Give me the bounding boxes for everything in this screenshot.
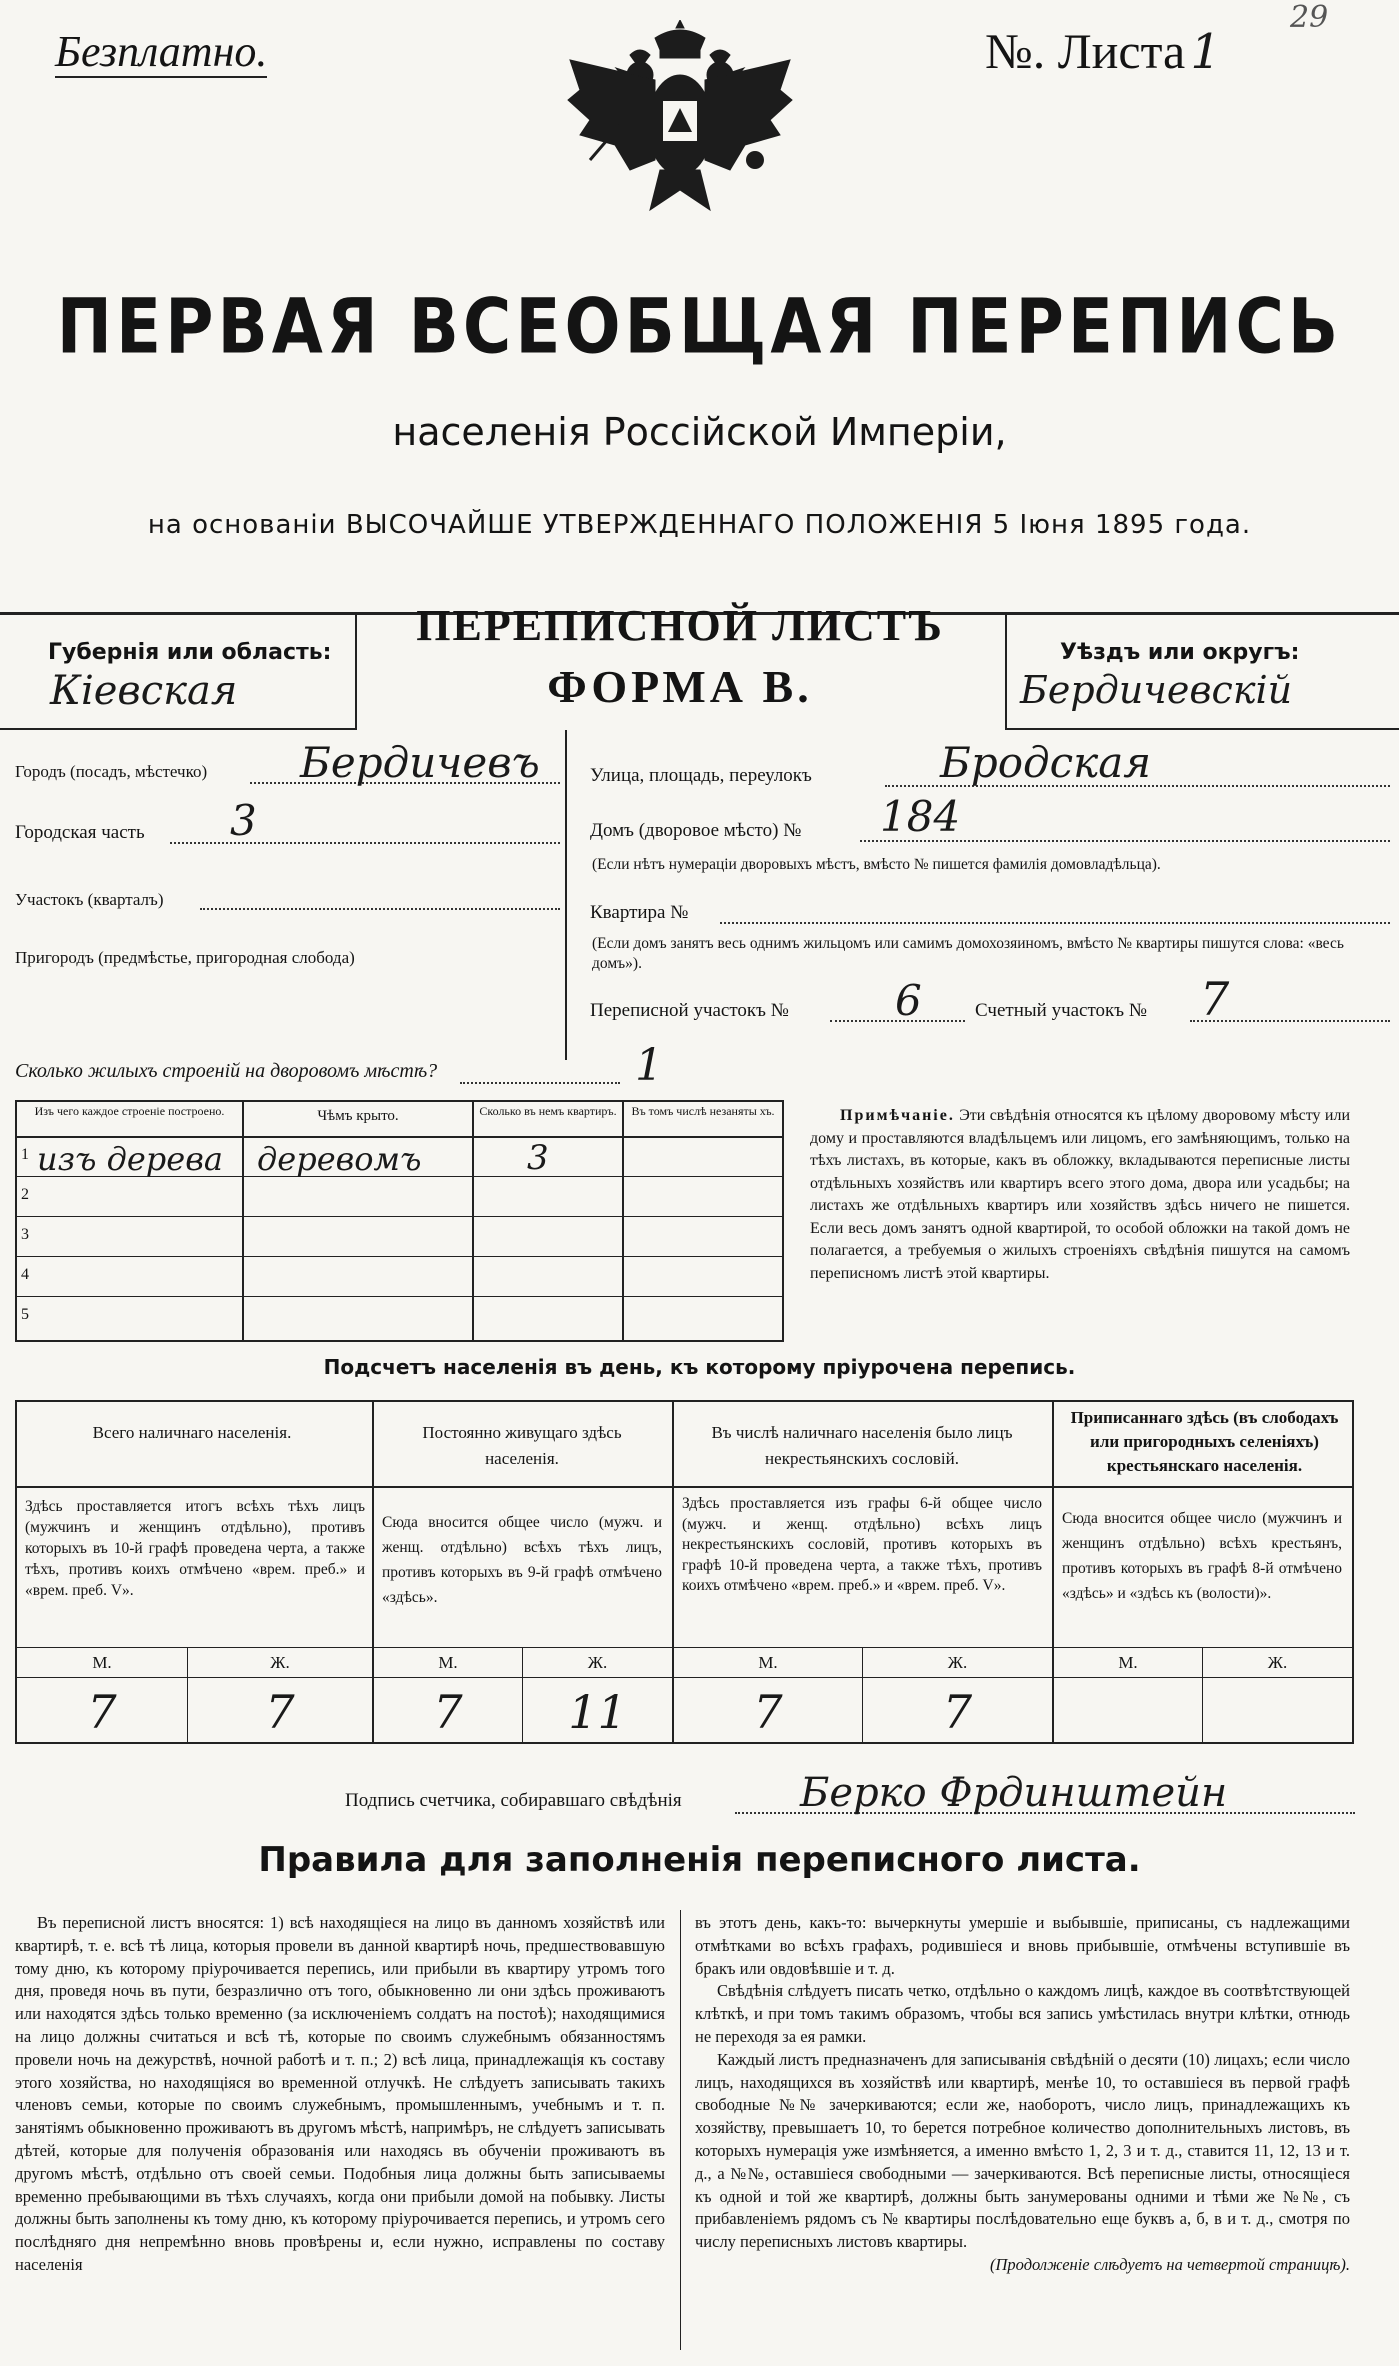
population-header-nonpeasant: Въ числѣ наличнаго населенія было лицъ некрестьянскихъ сословій. xyxy=(711,1423,1013,1468)
f-label: Ж. xyxy=(587,1653,608,1672)
population-title: Подсчетъ населенія въ день, къ которому пріурочена перепись. xyxy=(323,1355,1076,1379)
m-label: М. xyxy=(1118,1653,1138,1672)
population-desc-permanent: Сюда вносится общее число (мужч. и женщ. отдѣльно) всѣхъ тѣхъ лицъ, противъ которыхъ въ 9-й графѣ отмѣчено «здѣсь». xyxy=(382,1514,662,1606)
census-section-value: 6 xyxy=(895,976,922,1025)
buildings-header-vacant: Въ томъ числѣ незаняты хъ. xyxy=(631,1104,775,1118)
sheet-label: №. Листа xyxy=(985,23,1186,79)
note-title: Примѣчаніе. xyxy=(840,1107,955,1124)
population-table xyxy=(15,1400,1354,1744)
form-title: ПЕРЕПИСНОЙ ЛИСТЪ xyxy=(416,601,944,650)
corner-mark: 29 xyxy=(1290,0,1329,35)
rules-right-column xyxy=(695,1912,1350,2276)
buildings-header-apartments: Сколько въ немъ квартиръ. xyxy=(479,1104,617,1118)
sheet-number-block xyxy=(985,22,1221,80)
city-label: Городъ (посадъ, мѣстечко) xyxy=(15,762,208,781)
f-label: Ж. xyxy=(270,1653,290,1672)
district-label: Городская часть xyxy=(15,822,145,843)
total-female-value: 7 xyxy=(265,1685,295,1739)
row-number: 4 xyxy=(21,1266,29,1283)
permanent-female-value: 11 xyxy=(568,1685,627,1739)
nonpeasant-female-value: 7 xyxy=(942,1685,973,1739)
population-header-peasant: Приписаннаго здѣсь (въ слободахъ или пригородныхъ селеніяхъ) крестьянскаго населенія. xyxy=(1070,1408,1339,1475)
row-number: 2 xyxy=(21,1186,29,1203)
population-desc-peasant: Сюда вносится общее число (мужчинъ и женщинъ отдѣльно) всѣхъ крестьянъ, противъ которыхъ въ графѣ 8-й отмѣчено «здѣсь» и «здѣсь къ (волости)». xyxy=(1062,1510,1342,1602)
m-label: М. xyxy=(758,1653,778,1672)
f-label: Ж. xyxy=(947,1653,968,1672)
population-desc-total: Здѣсь проставляется итогъ всѣхъ тѣхъ лицъ (мужчинъ и женщинъ отдѣльно), противъ которыхъ въ 10-й графѣ проведена черта, а также тѣхъ, противъ коихъ отмѣчено «врем. преб.» и «врем. преб. V». xyxy=(25,1498,365,1599)
total-male-value: 7 xyxy=(87,1685,117,1739)
uezd-label: Уѣздъ или округъ: xyxy=(1060,640,1300,665)
form-name: ФОРМА В. xyxy=(547,661,813,712)
guberniya-label: Губернія или область: xyxy=(48,640,332,665)
rules-continued: (Продолженіе слѣдуетъ на четвертой страницѣ). xyxy=(990,2254,1350,2274)
buildings-table xyxy=(15,1100,784,1342)
population-header-total: Всего наличнаго населенія. xyxy=(92,1423,292,1442)
suburb-label: Пригородъ (предмѣстье, пригородная слобода) xyxy=(15,948,355,967)
free-label: Безплатно. xyxy=(55,27,268,76)
rules-title: Правила для заполненія переписного листа. xyxy=(258,1840,1141,1880)
building-roof-value: деревомъ xyxy=(257,1140,422,1178)
nonpeasant-male-value: 7 xyxy=(753,1685,783,1739)
building-apartments-value: 3 xyxy=(527,1138,549,1178)
rules-right-para-2: Свѣдѣнія слѣдуетъ писать четко, отдѣльно о каждомъ лицѣ, каждое въ соотвѣтствующей клѣткѣ, и при томъ такимъ образомъ, чтобы вся запись умѣстилась внутри клѣтки, отнюдь не переходя за ея рамки. xyxy=(695,1981,1350,2046)
buildings-question: Сколько жилыхъ строеній на дворовомъ мѣстѣ? xyxy=(15,1060,438,1082)
street-value: Бродская xyxy=(940,738,1152,787)
building-material-value: изъ дерева xyxy=(37,1140,223,1178)
note-text: Эти свѣдѣнія относятся къ цѣлому дворовому мѣсту или дому и проставляются владѣльцемъ или лицомъ, его замѣняющимъ, только на тѣхъ листахъ, въ которые, какъ въ обложку, вкладываются переписные листы отдѣльныхъ хозяйствъ или квартиръ всего этого дома, двора или усадьбы; на листахъ же отдѣльныхъ квартиръ или хозяйствъ здѣсь ничего не пишется. Если весь домъ занятъ одной квартирой, то особой обложки на такой домъ не полагается, а требуемыя о жилыхъ строеніяхъ свѣдѣнія пишутся на самомъ переписномъ листѣ этой квартиры. xyxy=(810,1107,1350,1282)
m-label: М. xyxy=(438,1653,458,1672)
rules-left-column: Въ переписной листъ вносятся: 1) всѣ находящіеся на лицо въ данномъ хозяйствѣ или квартирѣ, т. е. всѣ тѣ лица, которыя провели въ данной квартирѣ ночь, предшествовавшую тому дню, къ которому пріурочивается перепись, или прибыли въ квартиру утромъ того дня, проведя ночь въ пути, безразлично отъ того, обыкновенно ли они здѣсь проживаютъ или находятся здѣсь только временно (за исключеніемъ солдатъ на постоѣ); находящимися на лицо должны считаться и всѣ тѣ, которые по своимъ служебнымъ обязанностямъ провели ночь на дежурствѣ, ночной работѣ и т. п.; 2) всѣ лица, принадлежащія къ составу этого хозяйства, но находящіяся во временной отлучкѣ. Не слѣдуетъ записывать такихъ членовъ семьи, которые по своимъ служебнымъ, промышленнымъ, учебнымъ и т. п. занятіямъ обыкновенно проживаютъ въ другомъ мѣстѣ, напримѣръ, не слѣдуетъ записывать дѣтей, которые для полученія образованія или находясь въ обученіи проживаютъ въ другомъ мѣстѣ, отдѣльно отъ своей семьи. Подобныя лица должны быть записываемы временно пребывающими въ тѣхъ случаяхъ, когда они прибыли домой на побывку. Листы должны быть заполнены къ тому дню, къ которому пріурочивается перепись, и утромъ сего послѣдняго дня непремѣнно вновь провѣрены и, если нужно, исправлены по составу населенія xyxy=(15,1913,665,2274)
page-title: ПЕРВАЯ ВСЕОБЩАЯ ПЕРЕПИСЬ xyxy=(56,282,1343,371)
row-number: 5 xyxy=(21,1306,29,1323)
guberniya-value: Кіевская xyxy=(50,668,238,714)
rules-right-para-3: Каждый листъ предназначенъ для записыванія свѣдѣній о десяти (10) лицахъ; если число лицъ, находящихся въ хозяйствѣ или квартирѣ, менѣе 10, то оставшіеся въ первой графѣ свободные №№ зачеркиваются; если же, наоборотъ, число лицъ, принадлежащихъ къ хозяйству, превышаетъ 10, то берется потребное количество дополнительныхъ листовъ, въ которыхъ нумерація уже измѣняется, а именно вмѣсто 1, 2, 3 и т. д., ставится 11, 12, 13 и т. д., а №№, оставшіеся свободными — зачеркиваются. Всѣ переписные листы, относящіеся къ одной и той же квартирѣ, должны быть занумерованы одними и тѣми же №№, съ прибавленіемъ рядомъ съ № квартиры послѣдовательно еще буквъ а, б, в и т. д., смотря по числу переписныхъ листовъ квартиры. xyxy=(695,2049,1350,2252)
row-number: 1 xyxy=(21,1146,29,1163)
house-value: 184 xyxy=(880,792,961,841)
house-note: (Если нѣтъ нумераціи дворовыхъ мѣстъ, вмѣсто № пишется фамилія домовладѣльца). xyxy=(592,856,1161,873)
house-label: Домъ (дворовое мѣсто) № xyxy=(590,820,802,841)
census-section-label: Переписной участокъ № xyxy=(590,1000,789,1021)
permanent-male-value: 7 xyxy=(433,1685,463,1739)
basis-line: на основаніи ВЫСОЧАЙШЕ УТВЕРЖДЕННАГО ПОЛОЖЕНІЯ 5 Іюня 1895 года. xyxy=(147,510,1252,540)
quarter-label: Участокъ (кварталъ) xyxy=(15,890,164,909)
sheet-number: 1 xyxy=(1190,24,1221,80)
m-label: М. xyxy=(92,1653,112,1672)
row-number: 3 xyxy=(21,1226,29,1243)
buildings-note xyxy=(810,1105,1350,1285)
count-section-label: Счетный участокъ № xyxy=(975,1000,1147,1021)
population-desc-nonpeasant: Здѣсь проставляется изъ графы 6-й общее число (мужч. и женщ. отдѣльно) всѣхъ лицъ некрестьянскихъ сословій, противъ которыхъ въ графѣ 10-й проведена черта, а также тѣхъ, противъ коихъ отмѣчено «врем. преб.» и «врем. преб. V». xyxy=(682,1495,1042,1594)
imperial-eagle-icon xyxy=(560,20,800,215)
population-header-permanent: Постоянно живущаго здѣсь населенія. xyxy=(422,1423,622,1468)
f-label: Ж. xyxy=(1267,1653,1288,1672)
rules-right-para-1: въ этотъ день, какъ-то: вычеркнуты умершіе и выбывшіе, приписаны, съ надлежащими отмѣтками во всѣхъ графахъ, родившіеся и вновь прибывшіе, отмѣчены вступившіе въ бракъ или овдовѣвшіе и т. д. xyxy=(695,1913,1350,1978)
buildings-header-roof: Чѣмъ крыто. xyxy=(317,1108,399,1124)
apartment-note: (Если домъ занятъ весь однимъ жильцомъ или самимъ домохозяиномъ, вмѣсто № квартиры пишутся слова: «весь домъ»). xyxy=(592,935,1344,972)
buildings-header-material: Изъ чего каждое строеніе построено. xyxy=(34,1104,225,1118)
count-section-value: 7 xyxy=(1200,972,1230,1026)
city-value: Бердичевъ xyxy=(300,738,540,787)
signature-value: Берко Фрдинштейн xyxy=(800,1770,1228,1816)
apartment-label: Квартира № xyxy=(590,902,689,923)
uezd-value: Бердичевскій xyxy=(1020,668,1293,712)
street-label: Улица, площадь, переулокъ xyxy=(590,765,812,786)
page-subtitle: населенія Россійской Имперіи, xyxy=(392,410,1007,454)
signature-label: Подпись счетчика, собиравшаго свѣдѣнія xyxy=(345,1790,682,1811)
district-value: 3 xyxy=(230,796,257,845)
buildings-answer: 1 xyxy=(635,1040,663,1091)
